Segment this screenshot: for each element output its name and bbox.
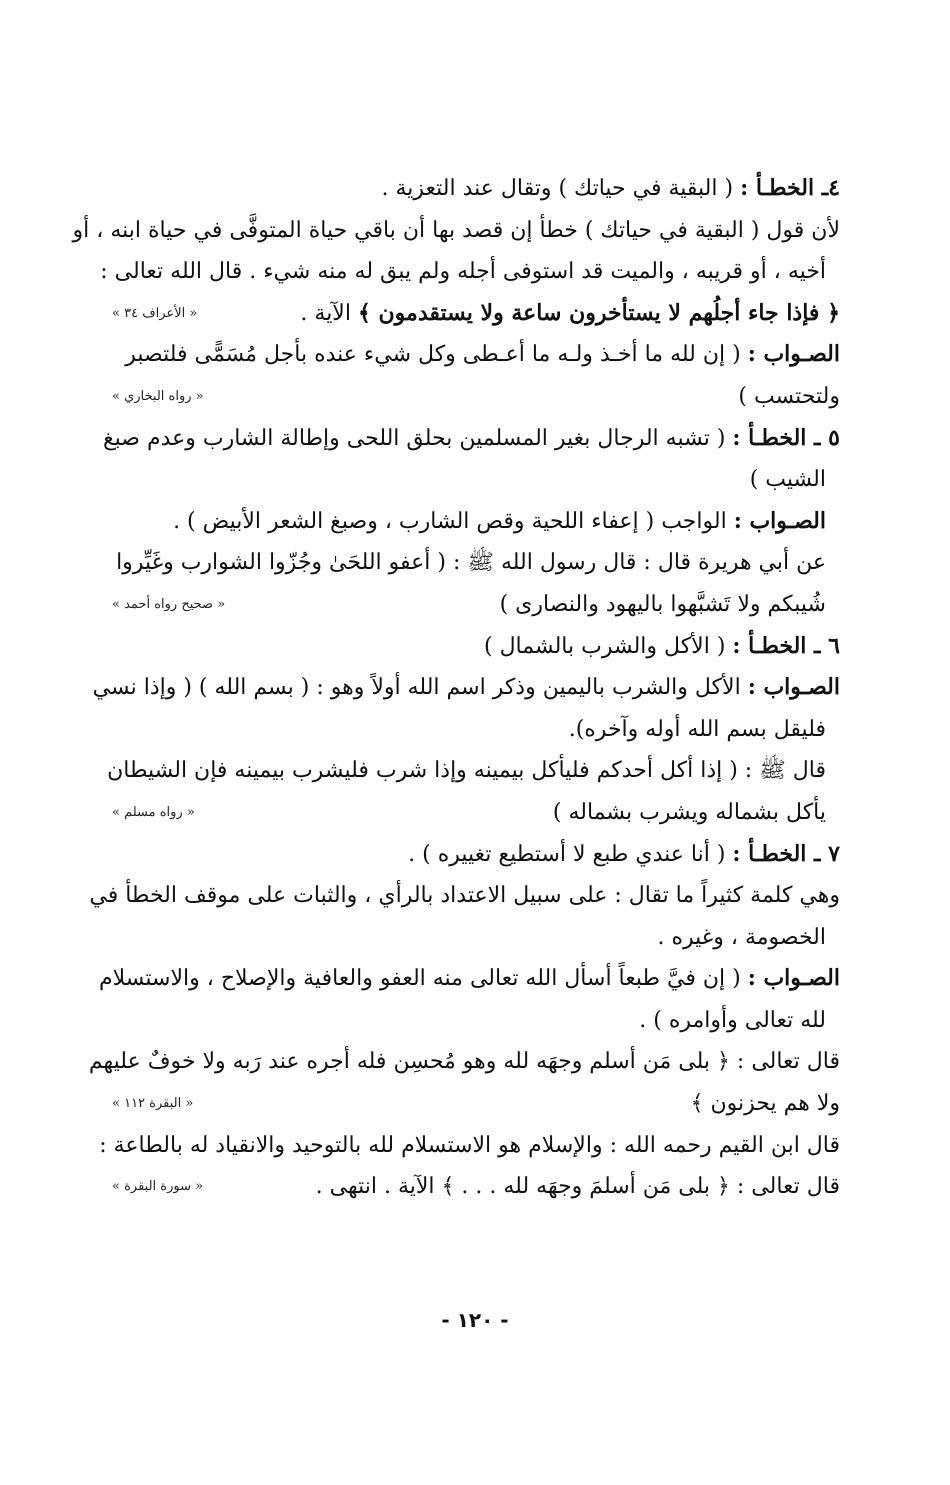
text-line: [112, 1083, 840, 1125]
line-text: قال ابن القيم رحمه الله : والإسلام هو الاستسلام لله بالتوحيد والانقياد له بالطاعة :: [99, 1132, 840, 1158]
line-text: قال ﷺ : ( إذا أكل أحدكم فليأكل بيمينه وإذا شرب فليشرب بيمينه فإن الشيطان: [107, 758, 826, 784]
line-text: قال تعالى : ﴿ بلى مَن أسلمَ وجهَه لله . . . ﴾ الآية . انتهى .: [315, 1174, 840, 1200]
line-text: لأن قول ( البقية في حياتك ) خطأ إن قصد بها أن باقي حياة المتوفَّى في حياة ابنه ، أو: [72, 217, 840, 243]
line-text: ولتحتسب ): [738, 383, 840, 409]
text-line: [112, 792, 840, 834]
text-line: [112, 376, 840, 418]
line-text: ( تشبه الرجال بغير المسلمين بحلق اللحى وإطالة الشارب وعدم صبغ: [102, 425, 733, 451]
text-line: [88, 1041, 840, 1083]
line-text: الواجب ( إعفاء اللحية وقص الشارب ، وصبغ الشعر الأبيض ) .: [173, 508, 734, 534]
text-line: [112, 709, 840, 751]
text-line: [89, 875, 840, 917]
text-line: [102, 418, 840, 460]
line-text: الشيب ): [749, 467, 826, 493]
bold-text: الصـواب :: [747, 341, 840, 368]
line-text: لله تعالى وأوامره ) .: [639, 1007, 826, 1033]
text-line: [112, 1000, 840, 1042]
page-body: [72, 168, 840, 1208]
bold-text: الصـواب :: [747, 965, 840, 992]
source-citation: « الأعراف ٣٤ »: [112, 305, 198, 321]
text-line: [107, 750, 840, 792]
bold-text: ﴿ فإذا جاء أجلُهم لا يستأخرون ساعة ولا يستقدمون ﴾: [357, 299, 840, 326]
text-line: [112, 334, 840, 376]
text-line: [72, 210, 840, 252]
bold-text: ٤ـ الخطـأ :: [740, 175, 840, 201]
line-text: قال تعالى : ﴿ بلى مَن أسلم وجهَه لله وهو مُحسِن فله أجره عند رَبه ولا خوفٌ عليهم: [88, 1049, 840, 1075]
page-number: - ١٢٠ -: [441, 1308, 509, 1332]
line-text: ( البقية في حياتك ) وتقال عند التعزية .: [381, 176, 741, 201]
text-line: [112, 168, 840, 210]
source-citation: « سورة البقرة »: [112, 1179, 204, 1195]
text-line: [112, 459, 840, 501]
line-text: وهي كلمة كثيراً ما تقال : على سبيل الاعتداد بالرأي ، والثبات على موقف الخطأ في: [89, 883, 840, 909]
text-line: [99, 958, 840, 1000]
line-text: يأكل بشماله ويشرب بشماله ): [552, 799, 826, 825]
text-line: [112, 834, 840, 876]
text-line: [112, 626, 840, 668]
line-text: أخيه ، أو قريبه ، والميت قد استوفى أجله ولم يبق له منه شيء . قال الله تعالى :: [100, 259, 826, 285]
source-citation: « صحيح رواه أحمد »: [112, 596, 226, 612]
bold-text: ٧ ـ الخطـأ :: [732, 840, 840, 867]
text-line: [112, 917, 840, 959]
line-text: شُيبكم ولا تَشبَّهوا باليهود والنصارى ): [499, 591, 826, 617]
line-text: ( إن لله ما أخـذ ولـه ما أعـطى وكل شيء عنده بأجل مُسَمًّى فلتصبر: [125, 342, 748, 368]
source-citation: « البقرة ١١٢ »: [112, 1096, 194, 1112]
bold-text: الصـواب :: [733, 507, 826, 534]
bold-text: ٦ ـ الخطـأ :: [732, 632, 840, 659]
bold-text: الصـواب :: [747, 674, 840, 701]
line-text: ( أنا عندي طبع لا أستطيع تغييره ) .: [408, 841, 733, 867]
text-line: [112, 501, 840, 543]
text-line: [112, 542, 840, 584]
line-text: عن أبي هريرة قال : قال رسول الله ﷺ : ( أعفو اللحَىٰ وجُزّوا الشوارب وغَيِّروا: [116, 550, 826, 576]
text-line: [112, 584, 840, 626]
line-text: الأكل والشرب باليمين وذكر اسم الله أولاً وهو : ( بسم الله ) ( وإذا نسي: [92, 675, 748, 701]
source-citation: « رواه البخاري »: [112, 388, 204, 404]
text-line: [99, 1125, 840, 1167]
text-line: [100, 251, 840, 293]
line-text: فليقل بسم الله أوله وآخره).: [568, 716, 826, 742]
line-text: ( إن فيَّ طبعاً أسأل الله تعالى منه العفو والعافية والإصلاح ، والاستسلام: [99, 966, 748, 992]
text-line: [92, 667, 840, 709]
text-line: [112, 293, 840, 335]
bold-text: ٥ ـ الخطـأ :: [732, 424, 840, 451]
text-line: [112, 1166, 840, 1208]
line-text: الآية .: [300, 300, 358, 326]
line-text: الخصومة ، وغيره .: [657, 924, 826, 950]
line-text: ( الأكل والشرب بالشمال ): [484, 633, 733, 659]
line-text: ولا هم يحزنون ﴾: [690, 1091, 840, 1117]
source-citation: « رواه مسلم »: [112, 804, 195, 820]
